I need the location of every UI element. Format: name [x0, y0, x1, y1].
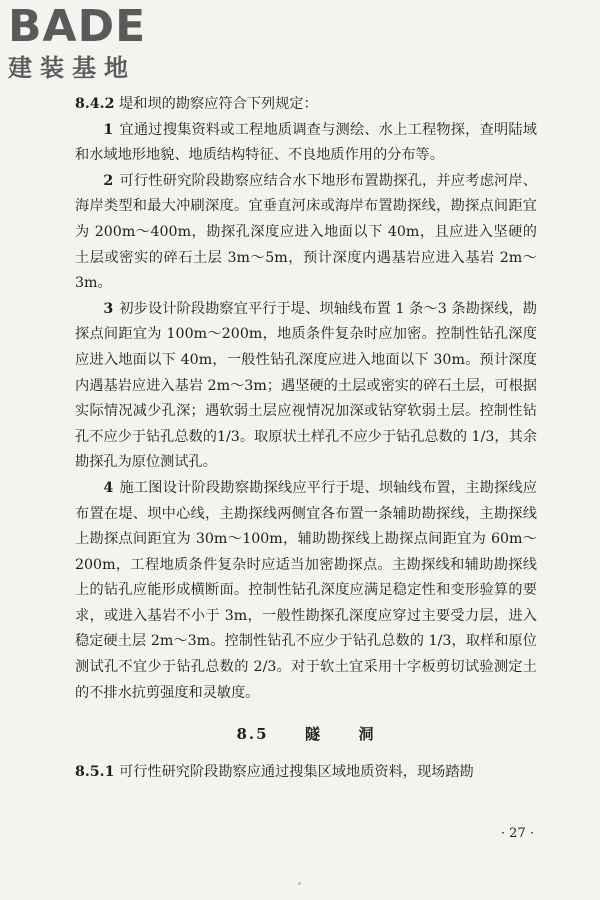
clause-8-5-1	[75, 760, 537, 786]
document-body	[75, 92, 537, 785]
item-text: 初步设计阶段勘察宜平行于堤、坝轴线布置 1 条～3 条勘探线，勘探点间距宜为 100m～200m，地质条件复杂时应加密。控制性钻孔深度应进入地面以下 40m，一般性钻孔深度应进入地面以下 30m。预计深度内遇基岩应进入基岩 2m～3m；遇坚硬的土层或密实的碎石土层，可根据实际情况减少孔深；遇软弱土层应视情况加深或钻穿软弱土层。控制性钻孔不应少于钻孔总数的1/3。取原状土样孔不应少于钻孔总数的 1/3，其余勘探孔为原位测试孔。	[75, 300, 537, 471]
item-text: 宜通过搜集资料或工程地质调查与测绘、水上工程物探，查明陆域和水域地形地貌、地质结构特征、不良地质作用的分布等。	[75, 121, 537, 164]
clause-number: 8.4.2	[75, 96, 115, 112]
watermark-logo	[8, 1, 178, 88]
section-title-char-1: 隧	[305, 725, 323, 744]
section-title	[75, 722, 537, 748]
list-item	[75, 476, 537, 706]
list-item	[75, 169, 537, 297]
section-title-char-2: 洞	[358, 725, 376, 744]
scan-speck	[298, 882, 301, 885]
clause-heading	[75, 92, 537, 118]
clause-number: 8.5.1	[75, 763, 115, 780]
item-text: 可行性研究阶段勘察应结合水下地形布置勘探孔，并应考虑河岸、海岸类型和最大冲刷深度。宜垂直河床或海岸布置勘探线，勘探点间距宜为 200m～400m，勘探孔深度应进入地面以下 40m，且应进入坚硬的土层或密实的碎石土层 3m～5m，预计深度内遇基岩应进入基岩 2m～3m。	[75, 172, 537, 292]
section-number: 8.5	[236, 725, 269, 744]
list-item	[75, 118, 537, 169]
item-number: 2	[103, 172, 114, 189]
item-number: 3	[103, 300, 114, 317]
item-number: 1	[103, 121, 114, 138]
item-text: 施工图设计阶段勘察勘探线应平行于堤、坝轴线布置，主勘探线应布置在堤、坝中心线，主勘探线两侧宜各布置一条辅助勘探线，主勘探线上勘探点间距宜为 30m～100m，辅助勘探线上勘探点间距宜为 60m～200m，工程地质条件复杂时应适当加密勘探点。主勘探线和辅助勘探线上的钻孔应能形成横断面。控制性钻孔深度应满足稳定性和变形验算的要求，或进入基岩不小于 3m，一般性勘探孔深度应穿过主要受力层，进入稳定硬土层 2m～3m。控制性钻孔不应少于钻孔总数的 1/3，取样和原位测试孔不宜少于钻孔总数的 2/3。对于软土宜采用十字板剪切试验测定土的不排水抗剪强度和灵敏度。	[75, 479, 537, 701]
item-number: 4	[103, 479, 114, 496]
list-item	[75, 297, 537, 476]
logo-mark: BADE	[8, 1, 147, 52]
logo-subtitle: 建装基地	[8, 54, 136, 82]
page-number: · 27 ·	[500, 826, 534, 841]
clause-text: 可行性研究阶段勘察应通过搜集区域地质资料，现场踏勘	[119, 763, 474, 780]
clause-heading-text: 堤和坝的勘察应符合下列规定：	[119, 96, 318, 112]
